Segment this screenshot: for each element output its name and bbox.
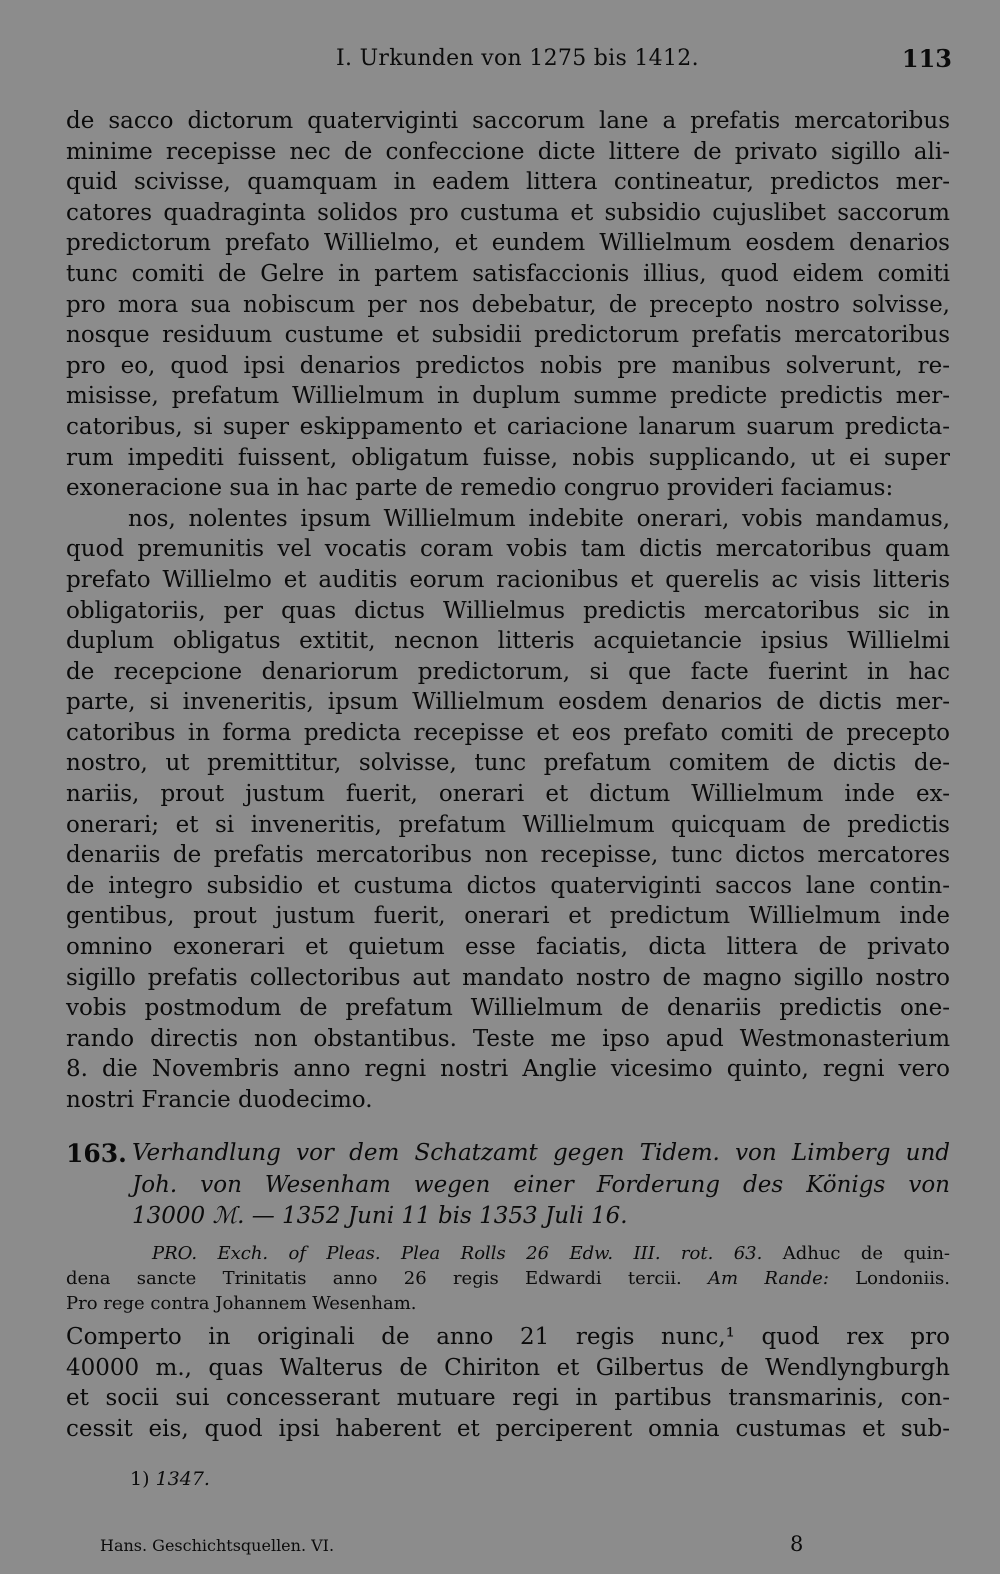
margin-text: Londoniis. — [855, 1267, 950, 1289]
text-line: vobis postmodum de prefatum Willielmum de denariis predictis one- — [66, 995, 950, 1022]
text-line: rum impediti fuissent, obligatum fuisse, nobis supplicando, ut ei super — [66, 444, 950, 471]
text-line: de integro subsidio et custuma dictos quaterviginti saccos lane contin- — [66, 872, 950, 899]
text-line: cessit eis, quod ipsi haberent et perciperent omnia custumas et sub- — [66, 1415, 950, 1442]
text-line: catoribus, si super eskippamento et cariacione lanarum suarum predicta- — [66, 413, 950, 440]
source-line — [66, 1241, 950, 1266]
text-line: et socii sui concesserant mutuare regi in partibus transmarinis, con- — [66, 1385, 950, 1412]
text-line: tunc comiti de Gelre in partem satisfaccionis illius, quod eidem comiti — [66, 260, 950, 287]
footnote-marker: 1) — [130, 1468, 150, 1490]
source-note — [66, 1241, 950, 1316]
source-text: Adhuc de quin- — [782, 1242, 950, 1264]
entry-body-text — [66, 1322, 950, 1444]
text-line: misisse, prefatum Willielmum in duplum summe predicte predictis mer- — [66, 383, 950, 410]
text-line: nostri Francie duodecimo. — [66, 1087, 373, 1113]
text-line: nosque residuum custume et subsidii predictorum prefatis mercatoribus — [66, 322, 950, 349]
text-line: 40000 m., quas Walterus de Chiriton et Gilbertus de Wendlyngburgh — [66, 1354, 950, 1381]
running-head — [0, 44, 1000, 78]
entry-title — [132, 1138, 950, 1233]
text-line: quod premunitis vel vocatis coram vobis tam dictis mercatoribus quam — [66, 536, 950, 563]
text-line: pro eo, quod ipsi denarios predictos nobis pre manibus solverunt, re- — [66, 352, 950, 379]
text-line: catores quadraginta solidos pro custuma et subsidio cujuslibet saccorum — [66, 199, 950, 226]
text-line: nos, nolentes ipsum Willielmum indebite onerari, vobis mandamus, — [128, 505, 950, 532]
source-line: Pro rege contra Johannem Wesenham. — [66, 1292, 417, 1314]
text-line: parte, si inveneritis, ipsum Willielmum eosdem denarios de dictis mer- — [66, 689, 950, 716]
text-line: pro mora sua nobiscum per nos debebatur, de precepto nostro solvisse, — [66, 291, 950, 318]
text-line: Joh. von Wesenham wegen einer Forderung des Königs von — [132, 1171, 950, 1198]
text-line: Verhandlung vor dem Schatzamt gegen Tidem. von Limberg und — [132, 1140, 950, 1166]
text-line: quid scivisse, quamquam in eadem littera contineatur, predictos mer- — [66, 169, 950, 196]
margin-label: Am Rande: — [708, 1267, 829, 1289]
text-line: predictorum prefato Willielmo, et eundem Willielmum eosdem denarios — [66, 230, 950, 257]
body-text — [66, 106, 950, 1116]
text-line: obligatoriis, per quas dictus Willielmus predictis mercatoribus sic in — [66, 597, 950, 624]
text-line: minime recepisse nec de confeccione dicte littere de privato sigillo ali- — [66, 138, 950, 165]
text-line: nariis, prout justum fuerit, onerari et dictum Willielmum inde ex- — [66, 781, 950, 808]
source-text: dena sancte Trinitatis anno 26 regis Edwardi tercii. — [66, 1267, 682, 1289]
text-line: prefato Willielmo et auditis eorum racionibus et querelis ac visis litteris — [66, 566, 950, 593]
document-entry-163 — [66, 1138, 950, 1316]
running-head-title: I. Urkunden von 1275 bis 1412. — [336, 46, 699, 71]
footnote-text: 1347. — [155, 1468, 210, 1490]
entry-number: 163. — [66, 1139, 127, 1168]
footnote — [130, 1468, 210, 1490]
entry-heading — [66, 1138, 950, 1233]
text-line: omnino exonerari et quietum esse faciatis, dicta littera de privato — [66, 934, 950, 961]
page-number: 113 — [901, 44, 952, 73]
text-line: de recepcione denariorum predictorum, si que facte fuerint in hac — [66, 658, 950, 685]
text-line: rando directis non obstantibus. Teste me ipso apud Westmonasterium — [66, 1025, 950, 1052]
text-line: denariis de prefatis mercatoribus non recepisse, tunc dictos mercatores — [66, 842, 950, 869]
text-line: exoneracione sua in hac parte de remedio congruo provideri faciamus: — [66, 475, 894, 502]
source-reference: PRO. Exch. of Pleas. Plea Rolls 26 Edw. III. rot. 63. — [152, 1242, 763, 1264]
text-line: duplum obligatus extitit, necnon litteris acquietancie ipsius Willielmi — [66, 628, 950, 655]
series-title: Hans. Geschichtsquellen. VI. — [100, 1536, 335, 1555]
text-line: 8. die Novembris anno regni nostri Anglie vicesimo quinto, regni vero — [66, 1056, 950, 1083]
text-line: onerari; et si inveneritis, prefatum Willielmum quicquam de predictis — [66, 811, 950, 838]
text-line: nostro, ut premittitur, solvisse, tunc prefatum comitem de dictis de- — [66, 750, 950, 777]
source-line — [66, 1266, 950, 1291]
text-line: de sacco dictorum quaterviginti saccorum lane a prefatis mercatoribus — [66, 108, 950, 134]
text-line: sigillo prefatis collectoribus aut mandato nostro de magno sigillo nostro — [66, 964, 950, 991]
sheet-signature: 8 — [790, 1532, 804, 1556]
text-line: 13000 ℳ. — 1352 Juni 11 bis 1353 Juli 16. — [132, 1203, 628, 1229]
text-line: catoribus in forma predicta recepisse et eos prefato comiti de precepto — [66, 719, 950, 746]
text-line: gentibus, prout justum fuerit, onerari et predictum Willielmum inde — [66, 903, 950, 930]
text-line: Comperto in originali de anno 21 regis nunc,¹ quod rex pro — [66, 1324, 950, 1350]
